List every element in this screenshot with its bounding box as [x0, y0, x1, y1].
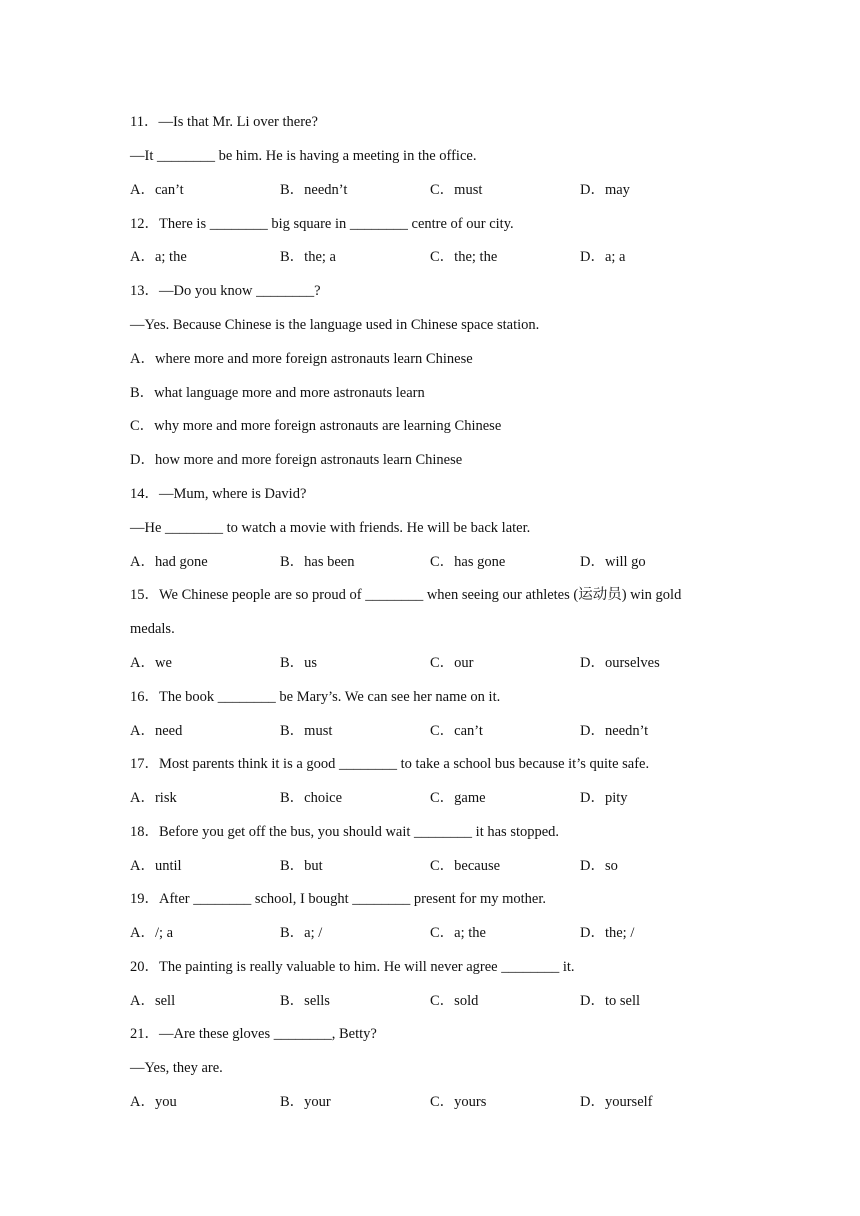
option-a: A．risk	[130, 790, 177, 806]
option-a: A．until	[130, 858, 182, 874]
option-d: D．to sell	[580, 993, 641, 1009]
question-18-options	[130, 855, 750, 877]
question-14-line-2: —He ________ to watch a movie with friends. He will be back later.	[130, 520, 531, 536]
option-a: A．can’t	[130, 182, 184, 198]
option-b: B．sells	[280, 993, 330, 1009]
option-a: A．had gone	[130, 554, 208, 570]
question-19-stem: 19．After ________ school, I bought ________ present for my mother.	[130, 891, 547, 907]
question-18-stem: 18．Before you get off the bus, you should wait ________ it has stopped.	[130, 824, 560, 840]
question-13-stem: 13．—Do you know ________?	[130, 283, 321, 299]
option-c: C．because	[430, 858, 501, 874]
question-21-options	[130, 1091, 750, 1113]
question-16-options	[130, 720, 750, 742]
question-13-option-c: C．why more and more foreign astronauts are learning Chinese	[130, 418, 502, 434]
option-c: C．sold	[430, 993, 479, 1009]
question-15-options	[130, 652, 750, 674]
question-11-options	[130, 179, 750, 201]
option-d: D．needn’t	[580, 723, 649, 739]
option-a: A．you	[130, 1094, 177, 1110]
question-13-line-2: —Yes. Because Chinese is the language used in Chinese space station.	[130, 317, 540, 333]
option-c: C．yours	[430, 1094, 487, 1110]
option-a: A．need	[130, 723, 183, 739]
question-12-stem: 12．There is ________ big square in ________ centre of our city.	[130, 216, 514, 232]
option-d: D．so	[580, 858, 618, 874]
option-a: A．a; the	[130, 249, 187, 265]
option-a: A．sell	[130, 993, 176, 1009]
question-20-stem: 20．The painting is really valuable to him. He will never agree ________ it.	[130, 959, 575, 975]
question-14-stem: 14．—Mum, where is David?	[130, 486, 307, 502]
question-21-line-2: —Yes, they are.	[130, 1060, 223, 1076]
question-16-stem: 16．The book ________ be Mary’s. We can see her name on it.	[130, 689, 501, 705]
option-b: B．needn’t	[280, 182, 348, 198]
option-a: A．/; a	[130, 925, 174, 941]
option-c: C．game	[430, 790, 486, 806]
option-a: A．we	[130, 655, 172, 671]
question-11-stem: 11．—Is that Mr. Li over there?	[130, 114, 318, 130]
option-c: C．the; the	[430, 249, 498, 265]
question-14-options	[130, 551, 750, 573]
option-d: D．yourself	[580, 1094, 653, 1110]
option-d: D．the; /	[580, 925, 635, 941]
question-21-stem: 21．—Are these gloves ________, Betty?	[130, 1026, 377, 1042]
question-13-option-b: B．what language more and more astronauts learn	[130, 385, 425, 401]
option-b: B．the; a	[280, 249, 336, 265]
question-15-line-2: medals.	[130, 621, 175, 637]
option-b: B．has been	[280, 554, 355, 570]
question-13-option-a: A．where more and more foreign astronauts learn Chinese	[130, 351, 473, 367]
option-c: C．our	[430, 655, 474, 671]
option-d: D．a; a	[580, 249, 626, 265]
option-c: C．can’t	[430, 723, 483, 739]
question-13-option-d: D．how more and more foreign astronauts learn Chinese	[130, 452, 463, 468]
option-d: D．pity	[580, 790, 628, 806]
option-c: C．a; the	[430, 925, 486, 941]
option-b: B．must	[280, 723, 333, 739]
option-d: D．may	[580, 182, 630, 198]
option-b: B．a; /	[280, 925, 323, 941]
option-b: B．us	[280, 655, 318, 671]
option-b: B．your	[280, 1094, 331, 1110]
option-c: C．has gone	[430, 554, 506, 570]
option-b: B．choice	[280, 790, 343, 806]
question-15-stem: 15．We Chinese people are so proud of ________ when seeing our athletes (运动员) win gold	[130, 587, 682, 603]
question-12-options	[130, 246, 750, 268]
question-17-options	[130, 787, 750, 809]
question-17-stem: 17．Most parents think it is a good ________ to take a school bus because it’s quite safe.	[130, 756, 650, 772]
question-11-line-2: —It ________ be him. He is having a meeting in the office.	[130, 148, 477, 164]
question-20-options	[130, 990, 750, 1012]
option-b: B．but	[280, 858, 323, 874]
option-c: C．must	[430, 182, 483, 198]
option-d: D．will go	[580, 554, 646, 570]
option-d: D．ourselves	[580, 655, 660, 671]
question-19-options	[130, 922, 750, 944]
